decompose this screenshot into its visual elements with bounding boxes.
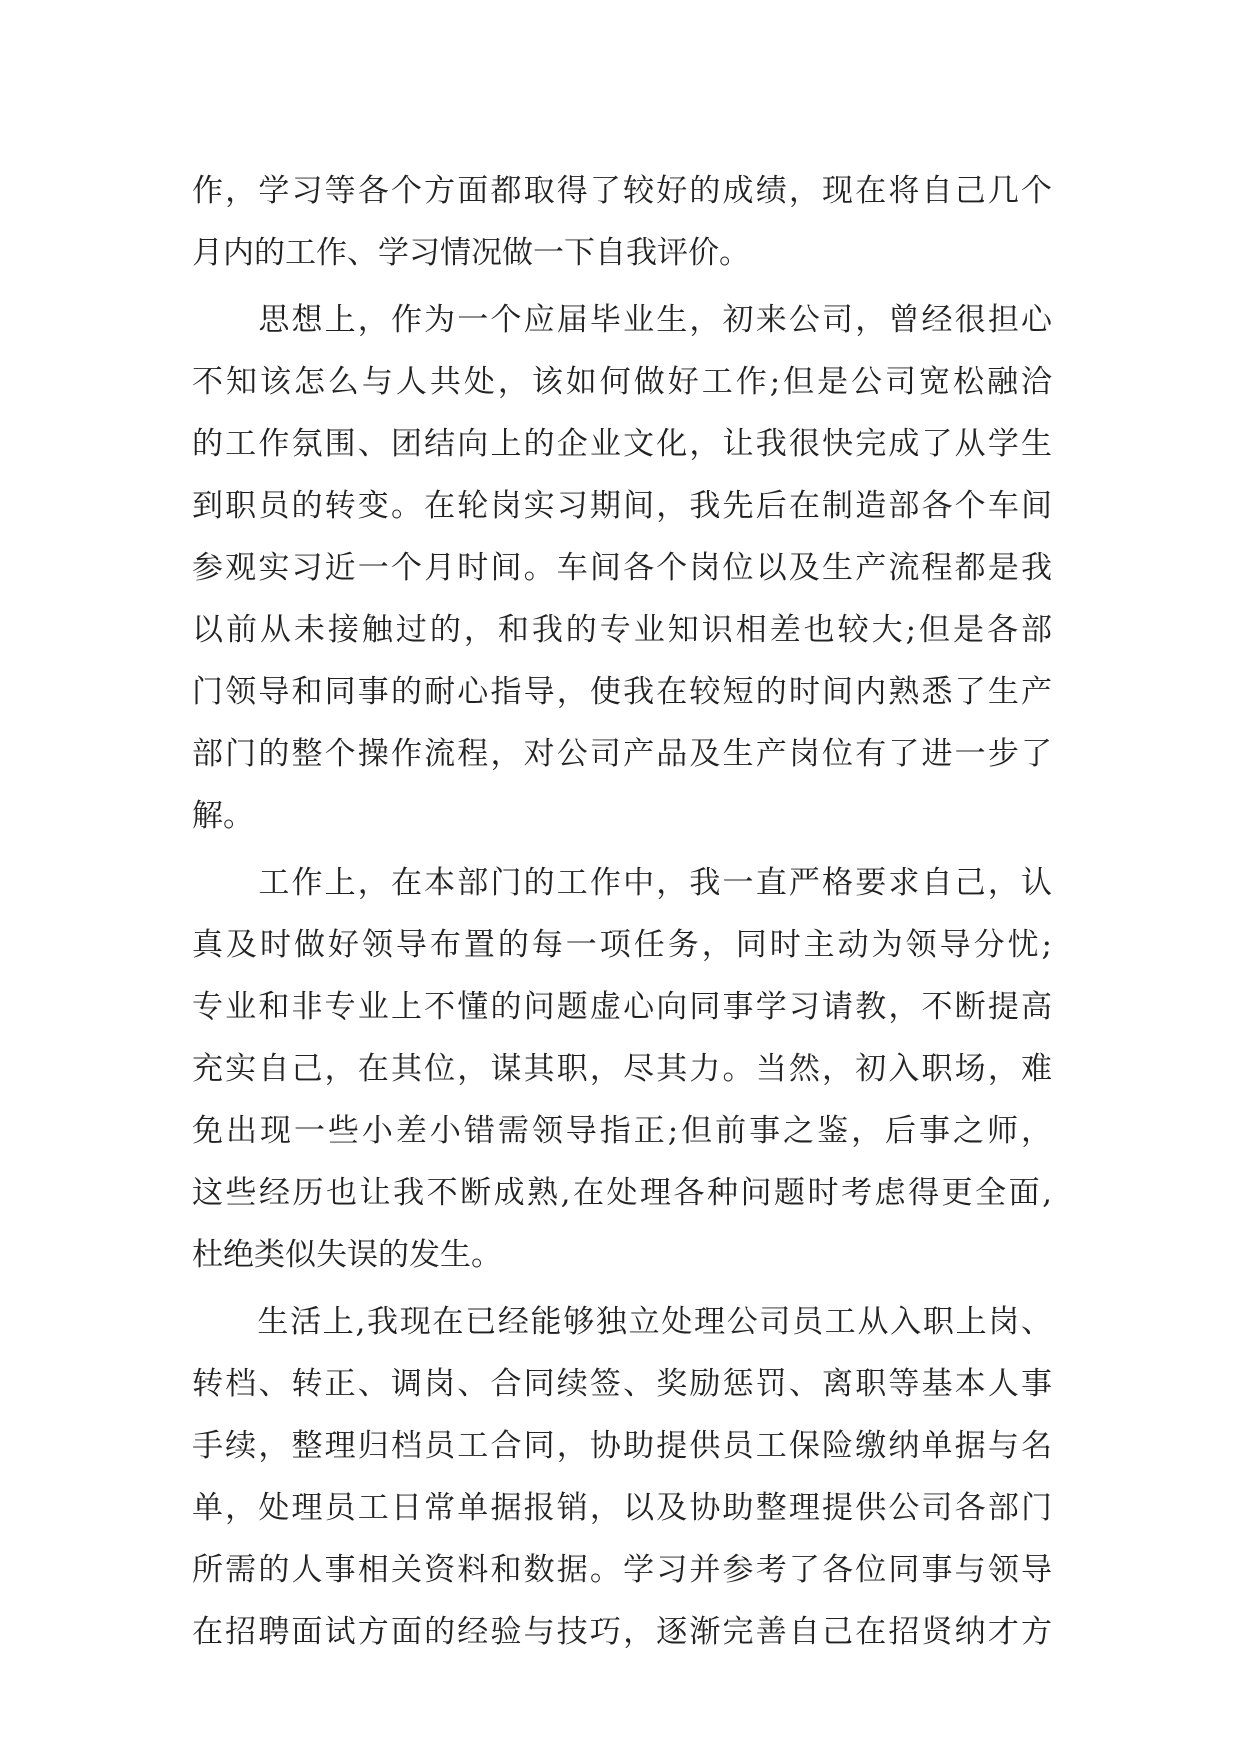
- text-line: 工作上，在本部门的工作中，我一直严格要求自己，认: [192, 865, 1052, 901]
- text-line: 转档、转正、调岗、合同续签、奖励惩罚、离职等基本人事: [192, 1366, 1052, 1402]
- text-line: 所需的人事相关资料和数据。学习并参考了各位同事与领导: [192, 1552, 1052, 1588]
- text-line: 专业和非专业上不懂的问题虚心向同事学习请教，不断提高: [192, 989, 1052, 1025]
- text-line: 月内的工作、学习情况做一下自我评价。: [192, 235, 750, 271]
- text-line: 免出现一些小差小错需领导指正;但前事之鉴，后事之师，: [192, 1113, 1052, 1149]
- text-line: 手续，整理归档员工合同，协助提供员工保险缴纳单据与名: [192, 1428, 1052, 1464]
- document-body: [192, 160, 1052, 1663]
- text-line: 作，学习等各个方面都取得了较好的成绩，现在将自己几个: [192, 173, 1052, 209]
- text-line: 真及时做好领导布置的每一项任务，同时主动为领导分忧;: [192, 927, 1052, 963]
- text-line: 参观实习近一个月时间。车间各个岗位以及生产流程都是我: [192, 550, 1052, 586]
- text-line: 充实自己，在其位，谋其职，尽其力。当然，初入职场，难: [192, 1051, 1052, 1087]
- text-line: 部门的整个操作流程，对公司产品及生产岗位有了进一步了: [192, 736, 1052, 772]
- text-line: 思想上，作为一个应届毕业生，初来公司，曾经很担心: [192, 302, 1052, 338]
- text-line: 生活上,我现在已经能够独立处理公司员工从入职上岗、: [192, 1304, 1052, 1340]
- text-line: 不知该怎么与人共处，该如何做好工作;但是公司宽松融洽: [192, 364, 1052, 400]
- text-line: 杜绝类似失误的发生。: [192, 1237, 502, 1273]
- text-line: 这些经历也让我不断成熟,在处理各种问题时考虑得更全面,: [192, 1175, 1052, 1211]
- paragraph: [192, 289, 1052, 847]
- paragraph: [192, 1291, 1052, 1663]
- paragraph: [192, 852, 1052, 1286]
- text-line: 单，处理员工日常单据报销，以及协助整理提供公司各部门: [192, 1490, 1052, 1526]
- text-line: 在招聘面试方面的经验与技巧，逐渐完善自己在招贤纳才方: [192, 1614, 1052, 1650]
- text-line: 的工作氛围、团结向上的企业文化，让我很快完成了从学生: [192, 426, 1052, 462]
- text-line: 到职员的转变。在轮岗实习期间，我先后在制造部各个车间: [192, 488, 1052, 524]
- text-line: 解。: [192, 798, 254, 834]
- text-line: 以前从未接触过的，和我的专业知识相差也较大;但是各部: [192, 612, 1052, 648]
- text-line: 门领导和同事的耐心指导，使我在较短的时间内熟悉了生产: [192, 674, 1052, 710]
- paragraph: [192, 160, 1052, 284]
